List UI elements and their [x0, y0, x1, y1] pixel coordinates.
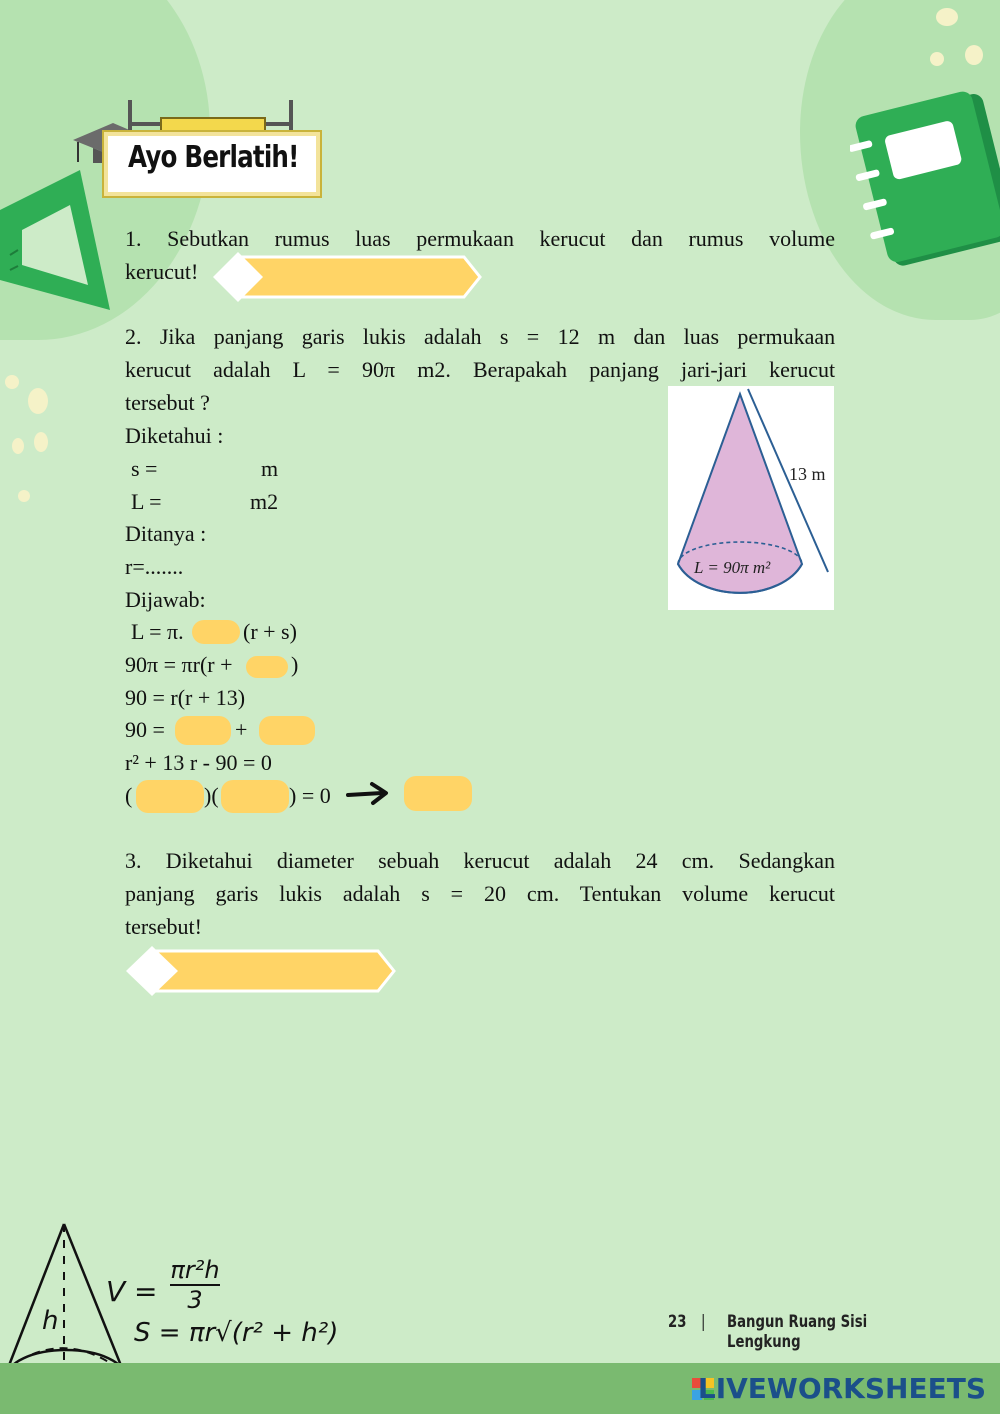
l-label: L =	[131, 489, 162, 514]
q1-word: rumus	[274, 226, 330, 251]
q2-line1	[125, 320, 835, 353]
footer-separator: |	[701, 1312, 706, 1332]
q1-word: volume	[769, 226, 836, 251]
s-unit: m	[261, 456, 279, 481]
q2-word: Berapakah	[473, 357, 568, 382]
q1-line2: kerucut!	[125, 259, 199, 284]
cone-sketch-h: h	[42, 1306, 59, 1336]
step5: r² + 13 r - 90 = 0	[125, 750, 272, 775]
dijawab-label: Dijawab:	[125, 587, 206, 612]
q2-word: garis	[301, 324, 345, 349]
q1-word: permukaan	[416, 226, 514, 251]
q2-word: permukaan	[737, 324, 836, 349]
q3-word: adalah	[553, 848, 612, 873]
q3-line1	[125, 844, 835, 877]
step4-plus: +	[235, 717, 248, 742]
q3-answer-field[interactable]	[124, 944, 398, 998]
q3-word: cm.	[526, 881, 560, 906]
step1-right: (r + s)	[243, 619, 297, 644]
q1-answer-field[interactable]	[212, 250, 484, 304]
page-title: Ayo Berlatih!	[128, 140, 299, 175]
diketahui-label: Diketahui :	[125, 423, 224, 448]
q2-word: 12	[557, 324, 580, 349]
step1-answer-field[interactable]	[192, 620, 240, 644]
bg-dot	[18, 490, 30, 502]
q2-word: luas	[683, 324, 720, 349]
arrow-right-icon	[346, 781, 390, 807]
formula-volume	[106, 1256, 220, 1314]
q3-word: Tentukan	[579, 881, 662, 906]
q3-word: Sedangkan	[738, 848, 835, 873]
step6-answer-field-1[interactable]	[136, 780, 204, 813]
q3-word: kerucut	[769, 881, 836, 906]
step2-answer-field[interactable]	[246, 656, 288, 678]
step6-answer-field-result[interactable]	[404, 776, 472, 811]
step4-answer-field-2[interactable]	[259, 716, 315, 745]
q3-word: garis	[215, 881, 259, 906]
bg-dot	[930, 52, 944, 66]
step6-answer-field-2[interactable]	[221, 780, 289, 813]
bg-dot	[34, 432, 48, 452]
step6-open: (	[125, 783, 133, 808]
q2-line3: tersebut ?	[125, 390, 210, 415]
q2-word: 90π	[361, 357, 396, 382]
q3-word: diameter	[276, 848, 354, 873]
q2-word: m2.	[417, 357, 451, 382]
q2-word: dan	[633, 324, 666, 349]
q1-word: luas	[355, 226, 391, 251]
q3-line3: tersebut!	[125, 914, 202, 939]
step6-mid: )(	[204, 783, 219, 808]
ditanya-label: Ditanya :	[125, 521, 207, 546]
formula-v-label: V =	[106, 1275, 158, 1308]
bg-dot	[5, 375, 19, 389]
q2-word: lukis	[362, 324, 406, 349]
cone-figure	[668, 386, 834, 610]
formula-surface: S = πr√(r² + h²)	[134, 1318, 339, 1348]
q3-word: volume	[682, 881, 749, 906]
step4-answer-field-1[interactable]	[175, 716, 231, 745]
q3-word: s	[421, 881, 430, 906]
q1-word: dan	[631, 226, 663, 251]
step3: 90 = r(r + 13)	[125, 685, 246, 710]
q2-word: Jika	[159, 324, 196, 349]
step2-right: )	[291, 652, 299, 677]
q2-line2	[125, 353, 835, 386]
q3-word: =	[450, 881, 464, 906]
notebook-icon	[850, 88, 1000, 268]
q3-word: cm.	[681, 848, 715, 873]
q3-word: adalah	[342, 881, 401, 906]
q2-word: kerucut	[125, 357, 191, 382]
q3-word: panjang	[125, 881, 195, 906]
q3-word: 3.	[125, 848, 142, 873]
cone-area-label: L = 90π m²	[694, 558, 771, 577]
q2-word: adalah	[424, 324, 482, 349]
r-line: r=.......	[125, 554, 184, 579]
step6-close: ) = 0	[289, 783, 331, 808]
q1-word: rumus	[688, 226, 744, 251]
q3-line2	[125, 877, 835, 910]
bg-dot	[965, 45, 983, 65]
q2-word: =	[526, 324, 540, 349]
bg-dot	[12, 438, 24, 454]
q2-word: panjang	[589, 357, 659, 382]
q3-word: 24	[635, 848, 658, 873]
step1-left: L = π.	[131, 619, 184, 644]
page-number: 23	[668, 1312, 687, 1332]
q3-word: kerucut	[463, 848, 530, 873]
q2-word: adalah	[213, 357, 271, 382]
q3-word: lukis	[279, 881, 322, 906]
q3-word: 20	[483, 881, 506, 906]
l-unit: m2	[250, 489, 279, 514]
q2-word: panjang	[213, 324, 284, 349]
q1-word: Sebutkan	[167, 226, 249, 251]
q3-word: Diketahui	[165, 848, 253, 873]
q2-word: kerucut	[769, 357, 836, 382]
cone-slant-label: 13 m	[789, 464, 826, 484]
q2-word: L	[292, 357, 306, 382]
q2-word: jari-jari	[681, 357, 747, 382]
q2-word: s	[499, 324, 509, 349]
bg-dot	[936, 8, 958, 26]
formula-v-numerator: πr²h	[170, 1256, 220, 1284]
formula-v-fraction	[170, 1256, 219, 1314]
formula-v-denominator: 3	[187, 1286, 203, 1314]
bg-dot	[28, 388, 48, 414]
q2-word: =	[327, 357, 340, 382]
q1-word: kerucut	[539, 226, 606, 251]
s-label: s =	[131, 456, 158, 481]
step4-left: 90 =	[125, 717, 165, 742]
step2-left: 90π = πr(r +	[125, 652, 233, 677]
book-title: Bangun Ruang Sisi Lengkung	[727, 1312, 868, 1352]
q1-word: 1.	[125, 226, 142, 251]
brand-logo[interactable]: LIVEWORKSHEETS	[697, 1372, 986, 1405]
q2-word: m	[597, 324, 616, 349]
q3-word: sebuah	[378, 848, 440, 873]
q2-word: 2.	[125, 324, 142, 349]
